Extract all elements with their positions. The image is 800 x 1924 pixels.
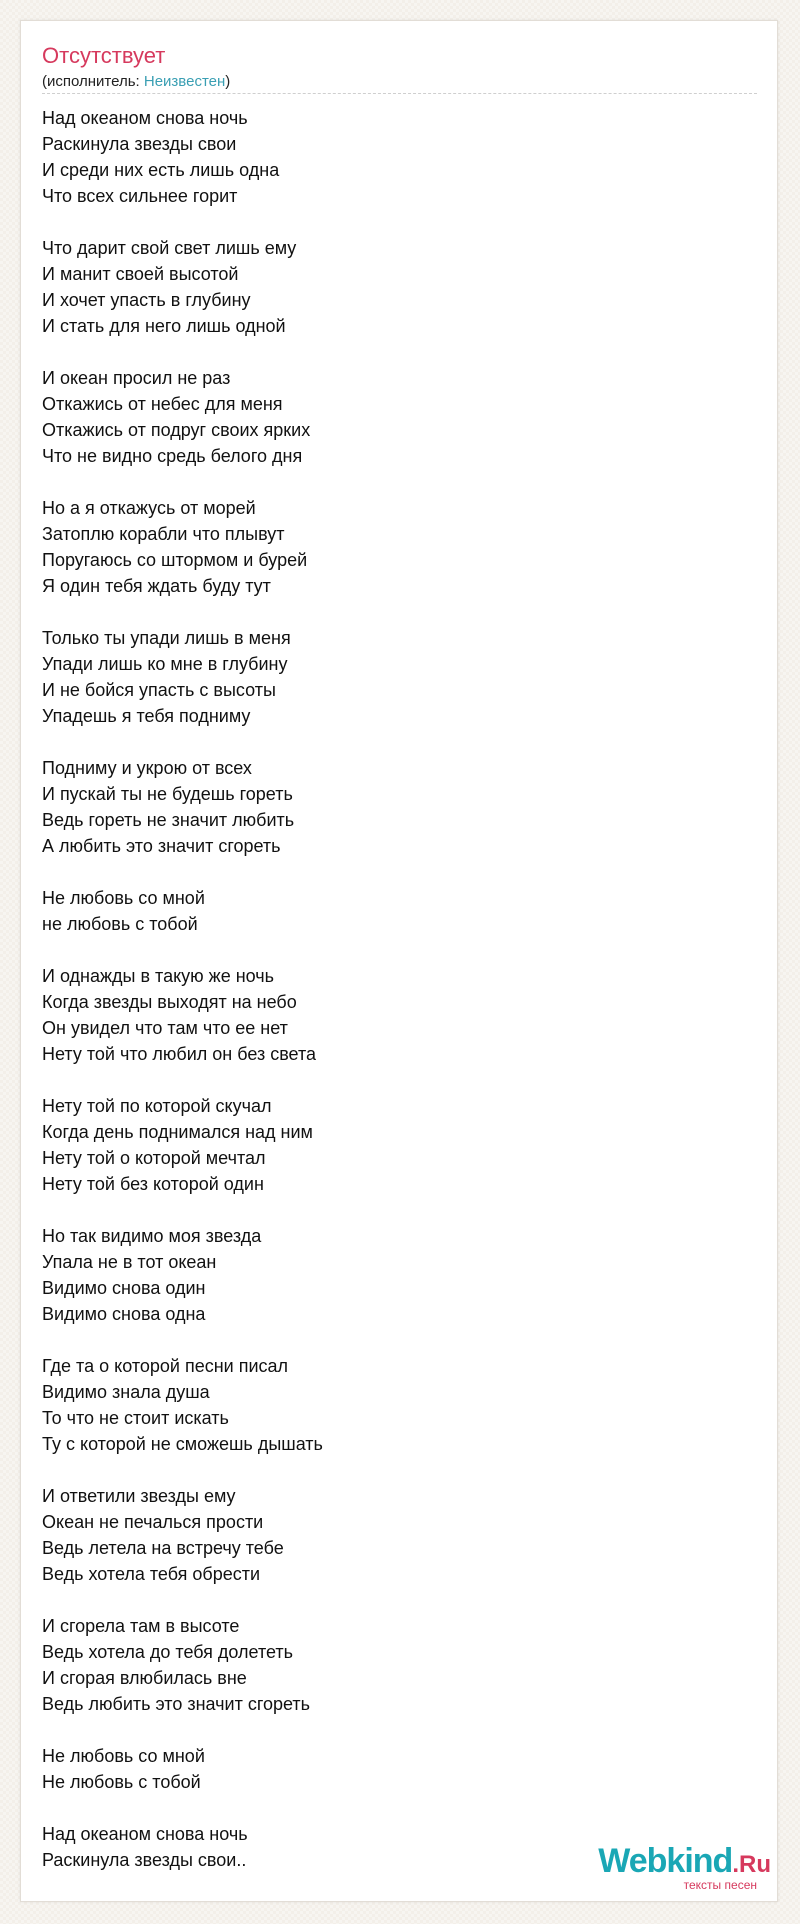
lyric-line: Где та о которой песни писал [42, 1356, 289, 1376]
lyrics-stanza [42, 1613, 742, 1717]
lyric-line: Над океаном снова ночь [42, 1824, 248, 1844]
lyrics-stanza [42, 365, 742, 469]
lyric-line: Когда день поднимался над ним [42, 1122, 313, 1142]
lyric-line: Только ты упади лишь в меня [42, 628, 291, 648]
lyric-line: И хочет упасть в глубину [42, 290, 251, 310]
lyric-line: Ведь любить это значит сгореть [42, 1694, 311, 1714]
lyrics-card [20, 20, 778, 1902]
lyric-line: Нету той без которой один [42, 1174, 264, 1194]
lyric-line: Затоплю корабли что плывут [42, 524, 285, 544]
lyric-line: Океан не печалься прости [42, 1512, 264, 1532]
lyric-line: Что не видно средь белого дня [42, 446, 303, 466]
logo-tld: .Ru [732, 1851, 771, 1878]
lyric-line: Упала не в тот океан [42, 1252, 217, 1272]
lyric-line: Но а я откажусь от морей [42, 498, 256, 518]
lyric-line: Раскинула звезды свои.. [42, 1850, 247, 1870]
lyrics-stanza [42, 235, 742, 339]
lyric-line: Что дарит свой свет лишь ему [42, 238, 297, 258]
lyric-line: И манит своей высотой [42, 264, 239, 284]
lyric-line: Он увидел что там что ее нет [42, 1018, 288, 1038]
lyric-line: Я один тебя ждать буду тут [42, 576, 271, 596]
lyrics-text [42, 105, 742, 1899]
lyric-line: Нету той о которой мечтал [42, 1148, 266, 1168]
artist-prefix: (исполнитель: [42, 73, 144, 90]
lyric-line: Поругаюсь со штормом и бурей [42, 550, 308, 570]
lyric-line: Но так видимо моя звезда [42, 1226, 262, 1246]
title-divider [42, 93, 757, 94]
lyric-line: И пускай ты не будешь гореть [42, 784, 293, 804]
lyrics-stanza [42, 1483, 742, 1587]
lyrics-stanza [42, 963, 742, 1067]
lyric-line: И не бойся упасть с высоты [42, 680, 276, 700]
lyric-line: Не любовь со мной [42, 888, 205, 908]
lyric-line: И сгорая влюбилась вне [42, 1668, 247, 1688]
lyric-line: Раскинула звезды свои [42, 134, 237, 154]
lyric-line: И ответили звезды ему [42, 1486, 236, 1506]
lyrics-stanza [42, 755, 742, 859]
lyric-line: Нету той что любил он без света [42, 1044, 317, 1064]
lyric-line: И однажды в такую же ночь [42, 966, 275, 986]
lyric-line: И стать для него лишь одной [42, 316, 286, 336]
artist-line [42, 73, 230, 91]
lyric-line: Откажись от подруг своих ярких [42, 420, 311, 440]
lyric-line: Ведь хотела до тебя долететь [42, 1642, 294, 1662]
lyric-line: Видимо снова один [42, 1278, 206, 1298]
lyric-line: Откажись от небес для меня [42, 394, 283, 414]
lyrics-stanza [42, 1093, 742, 1197]
lyrics-stanza [42, 105, 742, 209]
lyrics-stanza [42, 1223, 742, 1327]
lyric-line: А любить это значит сгореть [42, 836, 281, 856]
lyric-line: Видимо знала душа [42, 1382, 210, 1402]
lyrics-stanza [42, 495, 742, 599]
lyric-line: И среди них есть лишь одна [42, 160, 280, 180]
lyric-line: Когда звезды выходят на небо [42, 992, 297, 1012]
site-logo[interactable] [571, 1841, 771, 1897]
lyric-line: Нету той по которой скучал [42, 1096, 272, 1116]
lyric-line: И океан просил не раз [42, 368, 231, 388]
artist-suffix: ) [225, 73, 231, 90]
lyric-line: не любовь с тобой [42, 914, 198, 934]
lyric-line: Ведь хотела тебя обрести [42, 1564, 261, 1584]
lyrics-stanza [42, 1353, 742, 1457]
lyric-line: Ведь гореть не значит любить [42, 810, 295, 830]
lyrics-stanza [42, 885, 742, 937]
lyric-line: Над океаном снова ночь [42, 108, 248, 128]
lyric-line: То что не стоит искать [42, 1408, 229, 1428]
lyric-line: Ведь летела на встречу тебе [42, 1538, 284, 1558]
logo-tagline: тексты песен [683, 1878, 757, 1892]
lyric-line: Видимо снова одна [42, 1304, 206, 1324]
logo-name: Webkind [598, 1842, 733, 1880]
song-title: Отсутствует [42, 43, 166, 68]
lyrics-stanza [42, 1743, 742, 1795]
lyric-line: И сгорела там в высоте [42, 1616, 240, 1636]
lyric-line: Не любовь с тобой [42, 1772, 201, 1792]
lyric-line: Не любовь со мной [42, 1746, 205, 1766]
lyric-line: Упадешь я тебя подниму [42, 706, 251, 726]
lyric-line: Упади лишь ко мне в глубину [42, 654, 288, 674]
lyric-line: Ту с которой не сможешь дышать [42, 1434, 323, 1454]
lyric-line: Подниму и укрою от всех [42, 758, 252, 778]
lyrics-stanza [42, 625, 742, 729]
artist-link[interactable]: Неизвестен [143, 73, 226, 90]
lyric-line: Что всех сильнее горит [42, 186, 238, 206]
